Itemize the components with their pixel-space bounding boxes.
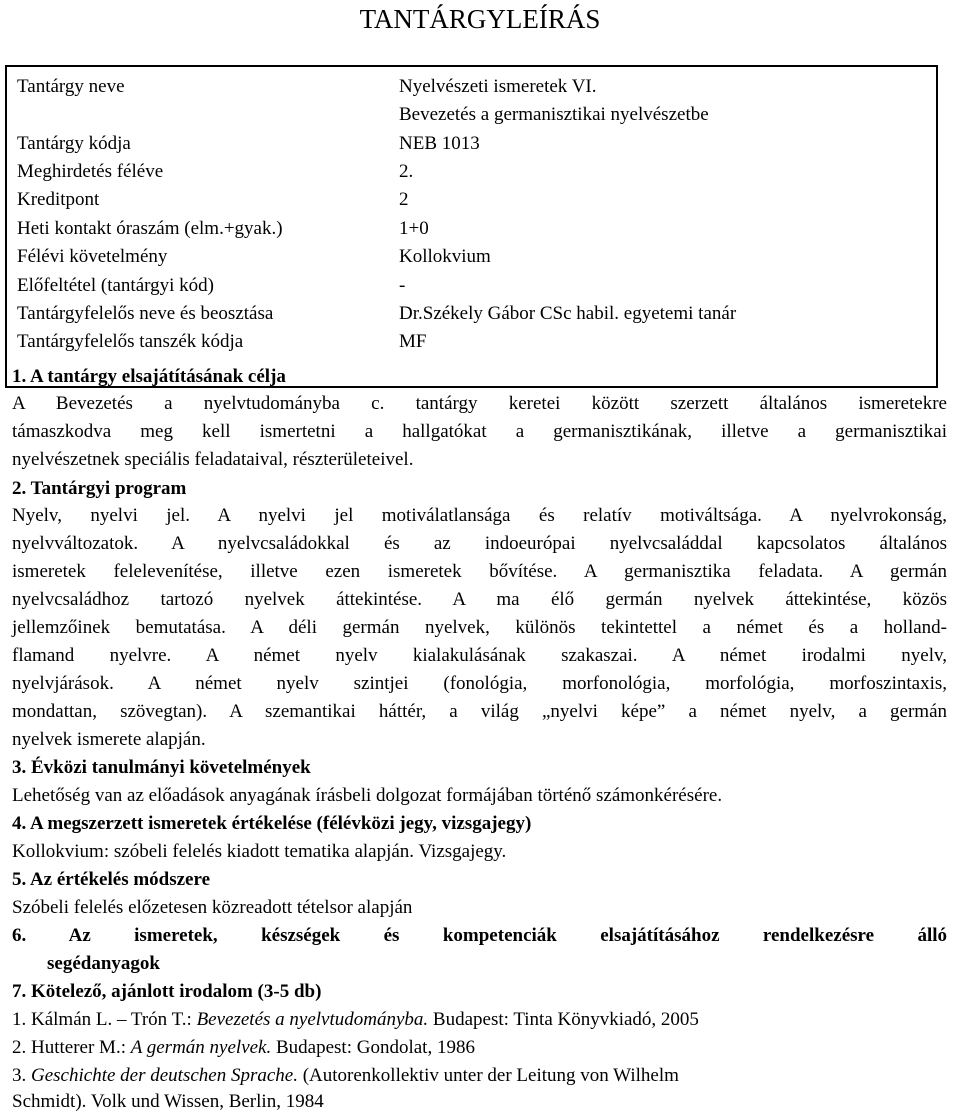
reference-authors: 1. Kálmán L. – Trón T.:: [12, 1009, 197, 1030]
info-value: MF: [399, 331, 427, 352]
info-label: Előfeltétel (tantárgyi kód): [17, 275, 214, 296]
section2-heading: 2. Tantárgyi program: [12, 478, 187, 499]
section3-text: Lehetőség van az előadások anyagának írásbeli dolgozat formájában történő számonkérésére.: [12, 785, 723, 806]
info-label: Meghirdetés féléve: [17, 161, 164, 182]
info-value: Dr.Székely Gábor CSc habil. egyetemi tanár: [399, 303, 737, 324]
section6-heading: 6. Az ismeretek, készségek és kompetenciák elsajátításához rendelkezésre álló: [12, 925, 947, 946]
reference-item: [12, 1063, 947, 1089]
reference-publisher: Budapest: Gondolat, 1986: [271, 1037, 475, 1058]
section3-heading: 3. Évközi tanulmányi követelmények: [12, 757, 311, 778]
reference-title: Geschichte der deutschen Sprache.: [31, 1065, 298, 1086]
info-value: Bevezetés a germanisztikai nyelvészetbe: [399, 104, 709, 125]
section6-heading-cont: segédanyagok: [47, 953, 160, 974]
info-label: Tantárgyfelelős neve és beosztása: [17, 303, 274, 324]
info-value: Kollokvium: [399, 246, 491, 267]
section1-line: támaszkodva meg kell ismertetni a hallgatókat a germanisztikának, illetve a germanisztikai: [12, 421, 947, 442]
section7-heading: 7. Kötelező, ajánlott irodalom (3-5 db): [12, 981, 322, 1002]
reference-publisher: (Autorenkollektiv unter der Leitung von Wilhelm: [297, 1065, 679, 1086]
info-label: Tantárgy kódja: [17, 133, 131, 154]
section5-text: Szóbeli felelés előzetesen közreadott tételsor alapján: [12, 897, 413, 918]
section2-line: Nyelv, nyelvi jel. A nyelvi jel motiválatlansága és relatív motiváltsága. A nyelvrokonság,: [12, 505, 947, 526]
info-value: 2: [399, 189, 409, 210]
reference-item: [12, 1007, 947, 1033]
section4-heading: 4. A megszerzett ismeretek értékelése (félévközi jegy, vizsgajegy): [12, 813, 532, 834]
info-label: Heti kontakt óraszám (elm.+gyak.): [17, 218, 283, 239]
section1-line: nyelvészetnek speciális feladataival, részterületeivel.: [12, 449, 414, 470]
info-label: Tantárgyfelelős tanszék kódja: [17, 331, 244, 352]
section5-heading: 5. Az értékelés módszere: [12, 869, 211, 890]
reference-title: Bevezetés a nyelvtudományba.: [196, 1009, 429, 1030]
section2-line: ismeretek felelevenítése, illetve ezen ismeretek bővítése. A germanisztika feladata. A germán: [12, 561, 947, 582]
document-title: TANTÁRGYLEÍRÁS: [359, 4, 601, 34]
info-label: Tantárgy neve: [17, 76, 125, 97]
reference-title: A germán nyelvek.: [130, 1037, 272, 1058]
info-label: Kreditpont: [17, 189, 100, 210]
reference-item: [12, 1035, 947, 1061]
info-value: Nyelvészeti ismeretek VI.: [399, 76, 597, 97]
section4-text: Kollokvium: szóbeli felelés kiadott tematika alapján. Vizsgajegy.: [12, 841, 507, 862]
section2-line: jellemzőinek bemutatása. A déli germán nyelvek, különös tekintettel a német és a holland-: [12, 617, 947, 638]
info-value: 1+0: [399, 218, 429, 239]
section2-line: nyelvcsaládhoz tartozó nyelvek áttekintése. A ma élő germán nyelvek áttekintése, közös: [12, 589, 947, 610]
info-value: 2.: [399, 161, 414, 182]
section2-line: nyelvek ismerete alapján.: [12, 729, 206, 750]
reference-item-cont: Schmidt). Volk und Wissen, Berlin, 1984: [12, 1091, 324, 1112]
reference-authors: 2. Hutterer M.:: [12, 1037, 131, 1058]
course-info-box: [5, 65, 938, 388]
reference-number: 3.: [12, 1065, 31, 1086]
section1-heading: 1. A tantárgy elsajátításának célja: [12, 366, 286, 387]
info-value: NEB 1013: [399, 133, 480, 154]
section2-line: nyelvjárások. A német nyelv szintjei (fonológia, morfonológia, morfológia, morfoszintaxis,: [12, 673, 947, 694]
reference-publisher: Budapest: Tinta Könyvkiadó, 2005: [428, 1009, 699, 1030]
section1-line: A Bevezetés a nyelvtudományba c. tantárgy keretei között szerzett általános ismeretekre: [12, 393, 947, 414]
info-value: -: [399, 275, 406, 296]
section2-line: mondattan, szövegtan). A szemantikai háttér, a világ „nyelvi képe” a német nyelv, a germán: [12, 701, 947, 722]
section2-line: flamand nyelvre. A német nyelv kialakulásának szakaszai. A német irodalmi nyelv,: [12, 645, 947, 666]
info-label: Félévi követelmény: [17, 246, 168, 267]
section2-line: nyelvváltozatok. A nyelvcsaládokkal és az indoeurópai nyelvcsaláddal kapcsolatos általános: [12, 533, 947, 554]
